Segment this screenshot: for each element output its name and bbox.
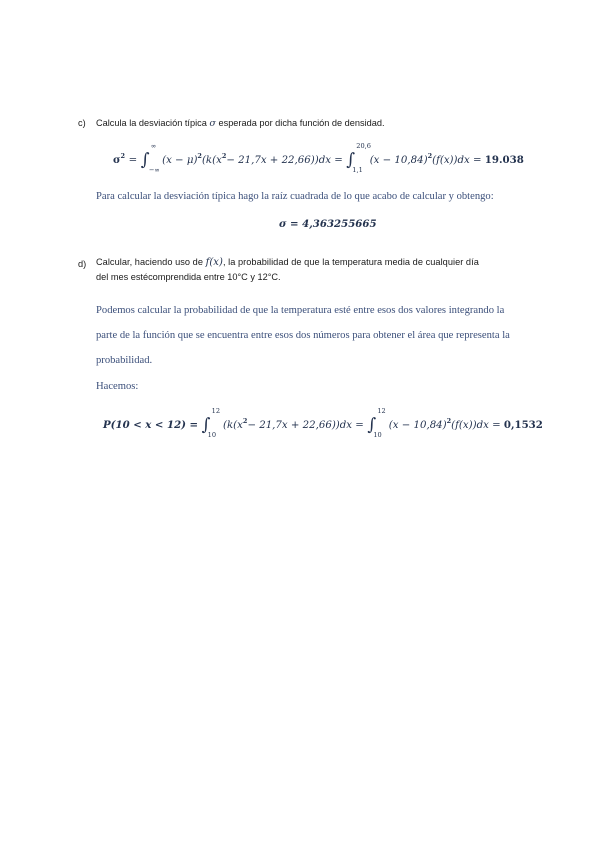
eq2-integral-2 — [367, 407, 386, 439]
eq2-int1-body-exp: 2 — [242, 417, 248, 425]
eq1-int2-lower: 1,1 — [352, 166, 363, 174]
eq2-int2-upper: 12 — [377, 407, 386, 415]
sigma-symbol: σ — [209, 118, 216, 129]
eq1-result: 19.038 — [484, 154, 524, 166]
section-d-para-line2: parte de la función que se encuentra entre esos dos números para obtener el área que representa la — [96, 330, 510, 341]
sigma-result: σ = 4,363255665 — [279, 218, 377, 230]
eq1-int1-body-c: − 21,7x + 22,66))dx = — [226, 155, 343, 166]
eq2-int1-body-b: − 21,7x + 22,66))dx = — [247, 420, 364, 431]
eq1-int2-upper: 20,6 — [356, 142, 371, 150]
section-d-marker: d) — [78, 259, 87, 269]
hacemos-label: Hacemos: — [96, 381, 139, 392]
eq1-lhs: σ — [113, 154, 121, 166]
equation-probability — [103, 407, 543, 443]
integral-sign: ∫ — [346, 150, 356, 170]
eq1-int1-lower: −∞ — [148, 166, 160, 174]
eq1-int2-body-b: (f(x))dx = — [432, 155, 485, 166]
eq2-integral-1 — [201, 407, 221, 439]
eq1-integral-2 — [346, 142, 371, 174]
eq1-eq-sign: = — [128, 155, 138, 166]
equation-variance — [113, 142, 524, 178]
section-d-para-line1: Podemos calcular la probabilidad de que la temperatura esté entre esos dos valores integrando la — [96, 305, 505, 316]
eq2-int1-lower: 10 — [207, 431, 217, 439]
eq1-int1-upper: ∞ — [150, 142, 157, 150]
eq2-int2-body-b: (f(x))dx = — [451, 420, 504, 431]
eq2-result: 0,1532 — [503, 419, 543, 431]
heading-fx: f(x) — [205, 257, 223, 268]
section-c-heading — [96, 118, 385, 129]
eq1-int1-body-exp: 2 — [197, 152, 202, 160]
eq1-int2-body-a: (x − 10,84) — [369, 155, 428, 166]
eq2-int2-body-a: (x − 10,84) — [388, 420, 447, 431]
eq1-int1-body-a: (x − μ) — [162, 155, 198, 166]
section-d-para-line3: probabilidad. — [96, 355, 153, 366]
eq2-int2-lower: 10 — [373, 431, 382, 439]
section-d-heading-line1 — [96, 257, 541, 268]
eq2-lhs: P(10 < x < 12) = — [103, 419, 199, 431]
eq2-int1-body-a: (k(x — [223, 420, 243, 431]
integral-sign: ∫ — [367, 415, 377, 435]
section-c-marker: c) — [78, 118, 86, 128]
eq1-integral-1 — [140, 142, 160, 174]
section-c-paragraph: Para calcular la desviación típica hago la raíz cuadrada de lo que acabo de calcular y obtengo: — [96, 191, 494, 202]
section-c-heading-suffix: esperada por dicha función de densidad. — [215, 118, 385, 128]
eq1-int2-body-exp: 2 — [427, 152, 433, 160]
section-d-heading-line2: del mes estécomprendida entre 10°C y 12°C. — [96, 272, 281, 282]
section-d-heading-prefix: Calcular, haciendo uso de — [96, 257, 206, 267]
eq2-int2-body-exp: 2 — [446, 417, 452, 425]
integral-sign: ∫ — [140, 150, 150, 170]
eq1-lhs-exp: 2 — [120, 152, 126, 160]
eq1-int1-body-exp2: 2 — [221, 152, 227, 160]
integral-sign: ∫ — [201, 415, 211, 435]
eq2-int1-upper: 12 — [211, 407, 221, 415]
section-d-heading-suffix: , la probabilidad de que la temperatura media de cualquier día — [222, 257, 479, 267]
section-c-heading-prefix: Calcula la desviación típica — [96, 118, 210, 128]
eq1-int1-body-b: (k(x — [201, 155, 222, 166]
